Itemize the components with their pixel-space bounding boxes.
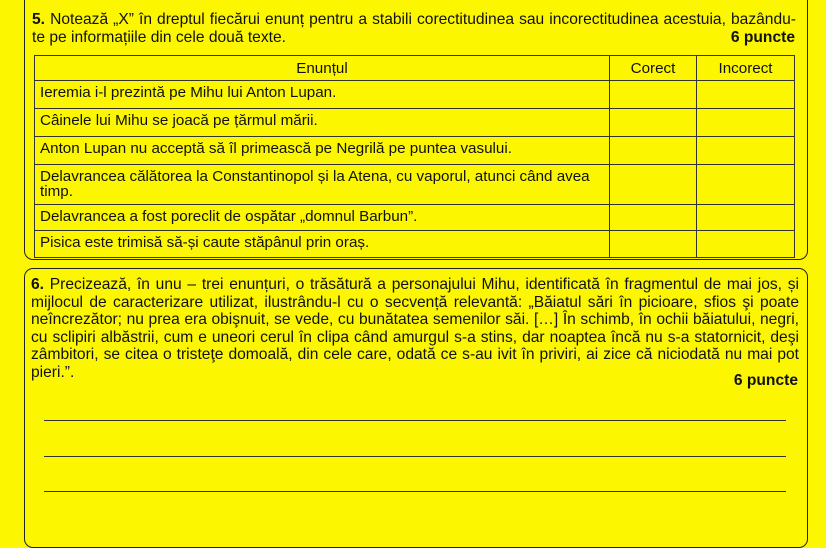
correct-cell[interactable] bbox=[610, 231, 697, 258]
correct-cell[interactable] bbox=[610, 205, 697, 231]
correct-cell[interactable] bbox=[610, 165, 697, 205]
question-5-points: 6 puncte bbox=[730, 29, 795, 46]
incorrect-cell[interactable] bbox=[697, 205, 795, 231]
incorrect-cell[interactable] bbox=[697, 137, 795, 165]
incorrect-cell[interactable] bbox=[697, 165, 795, 205]
table-row bbox=[35, 109, 795, 137]
header-correct: Corect bbox=[610, 56, 697, 81]
correct-cell[interactable] bbox=[610, 81, 697, 109]
question-5-number: 5. bbox=[32, 11, 46, 28]
correct-cell[interactable] bbox=[610, 109, 697, 137]
question-6-prompt bbox=[31, 276, 799, 382]
statement-text: Pisica este trimisă să-și caute stăpânul prin oraș. bbox=[35, 231, 610, 258]
statement-text: Anton Lupan nu acceptă să îl primească pe Negrilă pe puntea vasului. bbox=[35, 137, 610, 165]
incorrect-cell[interactable] bbox=[697, 81, 795, 109]
answer-line[interactable] bbox=[44, 456, 786, 457]
correct-cell[interactable] bbox=[610, 137, 697, 165]
header-statement: Enunțul bbox=[35, 56, 610, 81]
answer-line[interactable] bbox=[44, 420, 786, 421]
table-row bbox=[35, 137, 795, 165]
header-incorrect: Incorect bbox=[697, 56, 795, 81]
statements-table bbox=[34, 55, 795, 258]
statement-text: Delavrancea călătorea la Constantinopol și la Atena, cu vaporul, atunci când avea timp. bbox=[35, 165, 610, 205]
table-row bbox=[35, 165, 795, 205]
statement-text: Câinele lui Mihu se joacă pe țărmul mării. bbox=[35, 109, 610, 137]
statement-text: Ieremia i-l prezintă pe Mihu lui Anton Lupan. bbox=[35, 81, 610, 109]
question-6-points: 6 puncte bbox=[733, 372, 798, 389]
statement-text: Delavrancea a fost poreclit de ospătar „domnul Barbun”. bbox=[35, 205, 610, 231]
table-row bbox=[35, 205, 795, 231]
incorrect-cell[interactable] bbox=[697, 109, 795, 137]
table-row bbox=[35, 81, 795, 109]
question-6-number: 6. bbox=[31, 276, 45, 293]
table-header-row bbox=[35, 56, 795, 81]
table-row bbox=[35, 231, 795, 258]
question-5-prompt bbox=[32, 11, 796, 46]
question-6-text: Precizează, în unu – trei enunțuri, o trăsătură a personajului Mihu, identificată în fragmentul de mai jos, și mijlocul de caracterizare utilizat, ilustrându-l cu o secvență relevantă: „Băiatul sări în picioare, sfios şi poate neîncrezător; nu prea era obişnuit, se vede, cu bunătatea semenilor săi. […] În schimb, în ochii băiatului, negri, cu sclipiri albăstrii, cum e uneori cerul în clipa când amurgul s-a stins, dar noaptea încă nu s-a statornicit, deşi zâmbitori, se citea o tristeţe domoală, din cele care, odată ce s-au ivit în priviri, ai zice că niciodată nu mai pot pieri.”. bbox=[31, 276, 799, 381]
answer-line[interactable] bbox=[44, 491, 786, 492]
question-5-text: Notează „X” în dreptul fiecărui enunț pentru a stabili corectitudinea sau incorectitudinea acestuia, bazându-te pe informațiile din cele două texte. bbox=[32, 11, 797, 46]
incorrect-cell[interactable] bbox=[697, 231, 795, 258]
